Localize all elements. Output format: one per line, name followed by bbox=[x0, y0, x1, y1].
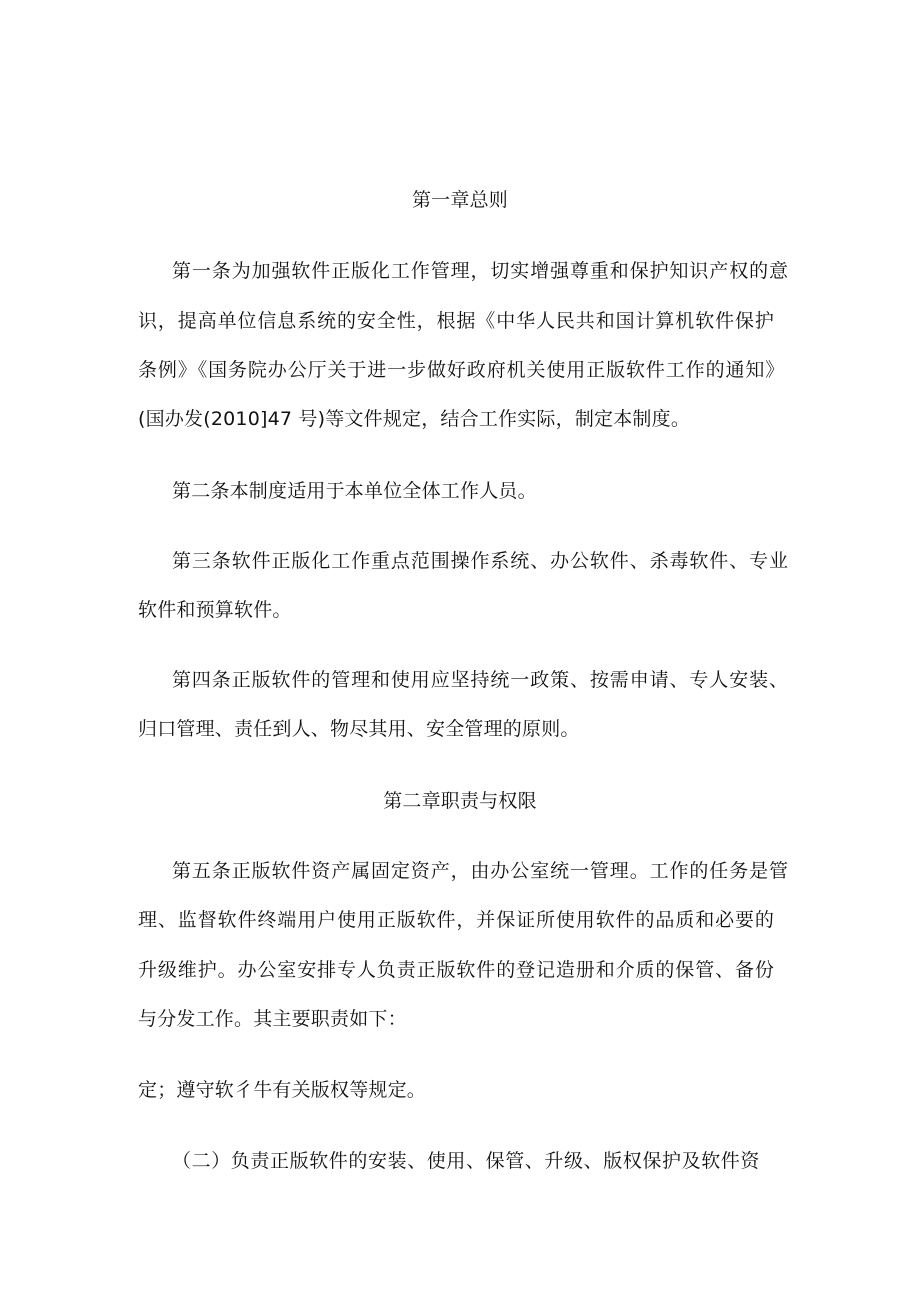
article-3-line-1: 第三条软件正版化工作重点范围操作系统、办公软件、杀毒软件、专业 bbox=[172, 550, 789, 572]
article-5-line-2: 理、监督软件终端用户使用正版软件，并保证所使用软件的品质和必要的 bbox=[138, 909, 775, 931]
article-1-line-3: 条例》《国务院办公厅关于进一步做好政府机关使用正版软件工作的通知》 bbox=[138, 359, 786, 381]
article-4-line-2: 归口管理、责任到人、物尽其用、安全管理的原则。 bbox=[138, 718, 580, 740]
article-1-line-4: (国办发(2010]47 号)等文件规定，结合工作实际，制定本制度。 bbox=[138, 408, 691, 430]
article-4-line-1: 第四条正版软件的管理和使用应坚持统一政策、按需申请、专人安装、 bbox=[172, 669, 789, 691]
chapter-2-title: 第二章职责与权限 bbox=[383, 790, 537, 812]
item-2-line-1: （二）负责正版软件的安装、使用、保管、升级、版权保护及软件资 bbox=[172, 1150, 761, 1172]
article-5-line-1: 第五条正版软件资产属固定资产，由办公室统一管理。工作的任务是管 bbox=[172, 860, 789, 882]
item-1-line-1: 定；遵守软彳牛有关版权等规定。 bbox=[138, 1079, 427, 1101]
article-5-line-3: 升级维护。办公室安排专人负责正版软件的登记造册和介质的保管、备份 bbox=[138, 959, 775, 981]
article-5-line-4: 与分发工作。其主要职责如下： bbox=[138, 1008, 407, 1030]
article-1-line-1: 第一条为加强软件正版化工作管理，切实增强尊重和保护知识产权的意 bbox=[172, 260, 789, 282]
article-3-line-2: 软件和预算软件。 bbox=[138, 599, 292, 621]
chapter-1-title: 第一章总则 bbox=[411, 189, 508, 211]
article-1-line-2: 识，提高单位信息系统的安全性，根据《中华人民共和国计算机软件保护 bbox=[138, 310, 775, 332]
article-2-line-1: 第二条本制度适用于本单位全体工作人员。 bbox=[172, 480, 537, 502]
